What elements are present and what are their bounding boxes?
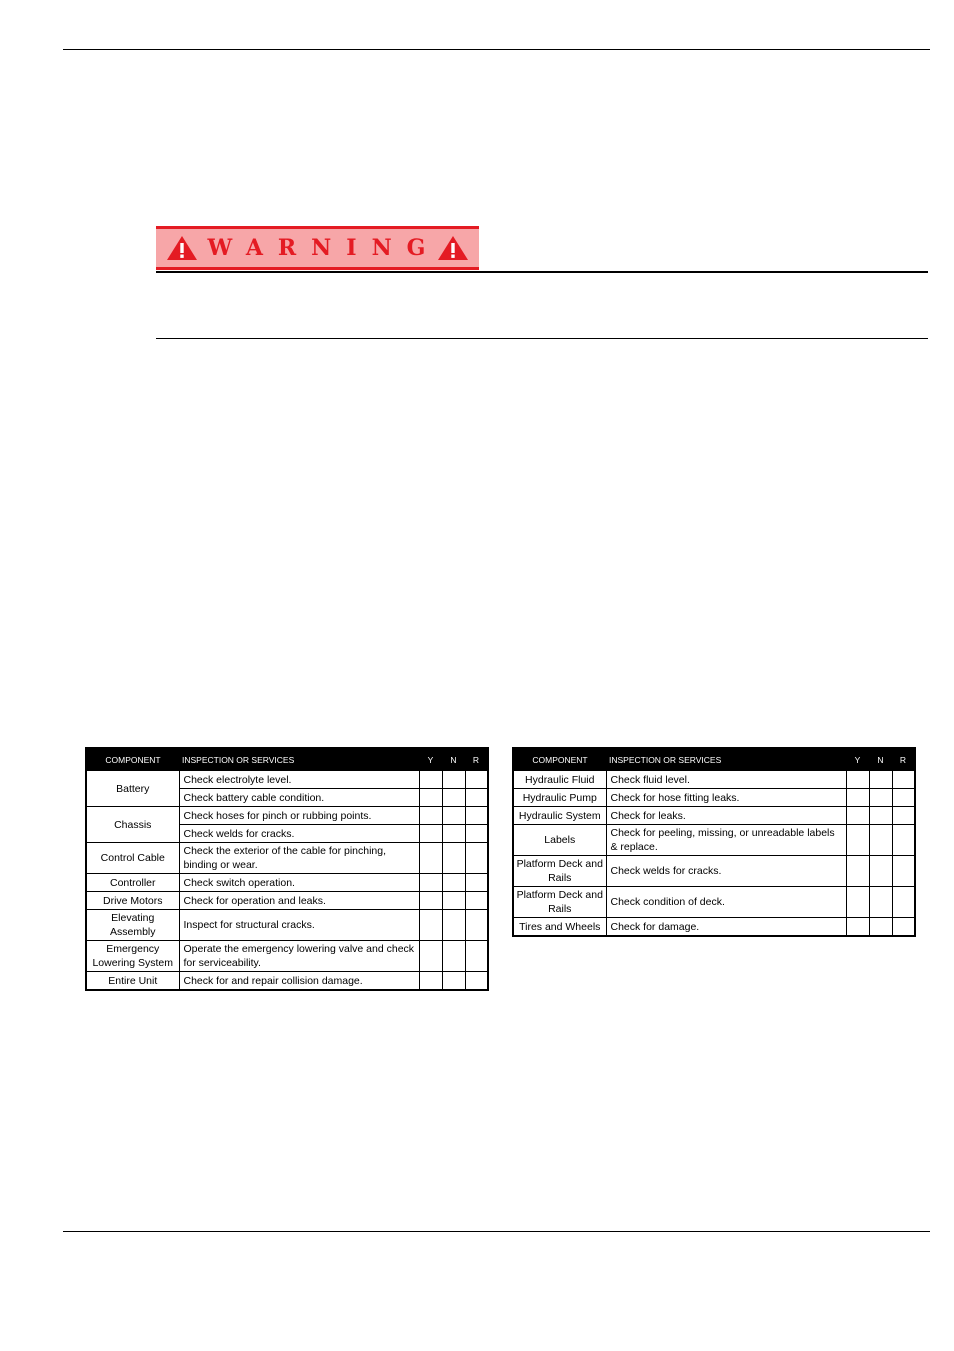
- table-row: [86, 807, 488, 825]
- table-row: [513, 918, 915, 937]
- checkbox-cell-y[interactable]: [419, 843, 442, 874]
- checkbox-cell-n[interactable]: [869, 918, 892, 937]
- inspection-cell: Check fluid level.: [606, 771, 846, 789]
- checkbox-cell-n[interactable]: [442, 771, 465, 789]
- checkbox-cell-r[interactable]: [892, 807, 915, 825]
- inspection-cell: Check hoses for pinch or rubbing points.: [179, 807, 419, 825]
- warning-underline: [156, 271, 928, 273]
- table-row: [513, 887, 915, 918]
- checkbox-cell-y[interactable]: [846, 918, 869, 937]
- checkbox-cell-r[interactable]: [465, 807, 488, 825]
- checkbox-cell-r[interactable]: [892, 825, 915, 856]
- component-cell: Hydraulic System: [513, 807, 606, 825]
- checkbox-cell-r[interactable]: [465, 910, 488, 941]
- inspection-cell: Check for and repair collision damage.: [179, 972, 419, 991]
- component-cell: Control Cable: [86, 843, 179, 874]
- column-header-component: COMPONENT: [86, 748, 179, 771]
- checkbox-cell-y[interactable]: [846, 825, 869, 856]
- checkbox-cell-r[interactable]: [465, 825, 488, 843]
- warning-triangle-icon: [166, 235, 198, 261]
- checkbox-cell-y[interactable]: [846, 771, 869, 789]
- checkbox-cell-y[interactable]: [419, 874, 442, 892]
- component-cell: Chassis: [86, 807, 179, 843]
- checkbox-cell-n[interactable]: [442, 843, 465, 874]
- column-header-n: N: [869, 748, 892, 771]
- warning-label: WARNING: [207, 235, 441, 261]
- column-header-y: Y: [846, 748, 869, 771]
- inspection-cell: Check for hose fitting leaks.: [606, 789, 846, 807]
- checkbox-cell-y[interactable]: [419, 941, 442, 972]
- component-cell: Platform Deck and Rails: [513, 856, 606, 887]
- table-row: [86, 972, 488, 991]
- table-row: [86, 771, 488, 789]
- table-row: [513, 825, 915, 856]
- checkbox-cell-y[interactable]: [419, 892, 442, 910]
- checkbox-cell-r[interactable]: [465, 892, 488, 910]
- table-row: [86, 874, 488, 892]
- checkbox-cell-y[interactable]: [419, 972, 442, 991]
- checkbox-cell-n[interactable]: [442, 825, 465, 843]
- checkbox-cell-y[interactable]: [419, 825, 442, 843]
- inspection-cell: Check battery cable condition.: [179, 789, 419, 807]
- checkbox-cell-n[interactable]: [869, 856, 892, 887]
- checkbox-cell-r[interactable]: [465, 843, 488, 874]
- inspection-cell: Check electrolyte level.: [179, 771, 419, 789]
- warning-end-rule: [156, 338, 928, 339]
- inspection-cell: Check welds for cracks.: [179, 825, 419, 843]
- checkbox-cell-n[interactable]: [869, 771, 892, 789]
- checkbox-cell-y[interactable]: [846, 856, 869, 887]
- column-header-r: R: [465, 748, 488, 771]
- header-rule: [63, 49, 930, 50]
- table-row: [513, 789, 915, 807]
- column-header-y: Y: [419, 748, 442, 771]
- checkbox-cell-r[interactable]: [465, 771, 488, 789]
- checkbox-cell-n[interactable]: [442, 789, 465, 807]
- warning-banner: [156, 226, 479, 270]
- column-header-inspection: INSPECTION OR SERVICES: [606, 748, 846, 771]
- checkbox-cell-n[interactable]: [869, 807, 892, 825]
- component-cell: Elevating Assembly: [86, 910, 179, 941]
- checkbox-cell-r[interactable]: [892, 789, 915, 807]
- table-row: [513, 771, 915, 789]
- warning-triangle-icon: [437, 235, 469, 261]
- checkbox-cell-n[interactable]: [442, 972, 465, 991]
- checkbox-cell-y[interactable]: [846, 807, 869, 825]
- checkbox-cell-y[interactable]: [419, 771, 442, 789]
- checkbox-cell-n[interactable]: [869, 825, 892, 856]
- component-cell: Drive Motors: [86, 892, 179, 910]
- inspection-cell: Check for operation and leaks.: [179, 892, 419, 910]
- checkbox-cell-y[interactable]: [419, 807, 442, 825]
- footer-rule: [63, 1231, 930, 1232]
- table-row: [86, 843, 488, 874]
- inspection-cell: Inspect for structural cracks.: [179, 910, 419, 941]
- checkbox-cell-n[interactable]: [442, 807, 465, 825]
- inspection-cell: Check for leaks.: [606, 807, 846, 825]
- component-cell: Tires and Wheels: [513, 918, 606, 937]
- checkbox-cell-y[interactable]: [419, 789, 442, 807]
- inspection-cell: Check switch operation.: [179, 874, 419, 892]
- checkbox-cell-n[interactable]: [442, 892, 465, 910]
- table-row: [86, 910, 488, 941]
- table-row: [86, 892, 488, 910]
- column-header-r: R: [892, 748, 915, 771]
- table-header-row: [513, 748, 915, 771]
- table-row: [86, 941, 488, 972]
- inspection-cell: Check for peeling, missing, or unreadable labels & replace.: [606, 825, 846, 856]
- inspection-cell: Check for damage.: [606, 918, 846, 937]
- table-header-row: [86, 748, 488, 771]
- checkbox-cell-r[interactable]: [892, 856, 915, 887]
- checkbox-cell-y[interactable]: [846, 887, 869, 918]
- checkbox-cell-y[interactable]: [846, 789, 869, 807]
- component-cell: Emergency Lowering System: [86, 941, 179, 972]
- checkbox-cell-r[interactable]: [465, 972, 488, 991]
- component-cell: Hydraulic Pump: [513, 789, 606, 807]
- checkbox-cell-n[interactable]: [442, 910, 465, 941]
- checkbox-cell-r[interactable]: [892, 887, 915, 918]
- column-header-n: N: [442, 748, 465, 771]
- component-cell: Controller: [86, 874, 179, 892]
- checkbox-cell-r[interactable]: [465, 941, 488, 972]
- table-row: [513, 807, 915, 825]
- component-cell: Platform Deck and Rails: [513, 887, 606, 918]
- component-cell: Labels: [513, 825, 606, 856]
- column-header-component: COMPONENT: [513, 748, 606, 771]
- component-cell: Battery: [86, 771, 179, 807]
- column-header-inspection: INSPECTION OR SERVICES: [179, 748, 419, 771]
- checkbox-cell-n[interactable]: [442, 941, 465, 972]
- inspection-cell: Operate the emergency lowering valve and check for serviceability.: [179, 941, 419, 972]
- checkbox-cell-y[interactable]: [419, 910, 442, 941]
- table-row: [513, 856, 915, 887]
- checkbox-cell-n[interactable]: [869, 789, 892, 807]
- component-cell: Entire Unit: [86, 972, 179, 991]
- inspection-cell: Check the exterior of the cable for pinching, binding or wear.: [179, 843, 419, 874]
- checkbox-cell-r[interactable]: [465, 789, 488, 807]
- checkbox-cell-n[interactable]: [869, 887, 892, 918]
- inspection-cell: Check condition of deck.: [606, 887, 846, 918]
- checkbox-cell-r[interactable]: [465, 874, 488, 892]
- inspection-cell: Check welds for cracks.: [606, 856, 846, 887]
- inspection-table-left: [85, 747, 489, 991]
- checkbox-cell-r[interactable]: [892, 918, 915, 937]
- inspection-table-right: [512, 747, 916, 937]
- checkbox-cell-n[interactable]: [442, 874, 465, 892]
- checkbox-cell-r[interactable]: [892, 771, 915, 789]
- component-cell: Hydraulic Fluid: [513, 771, 606, 789]
